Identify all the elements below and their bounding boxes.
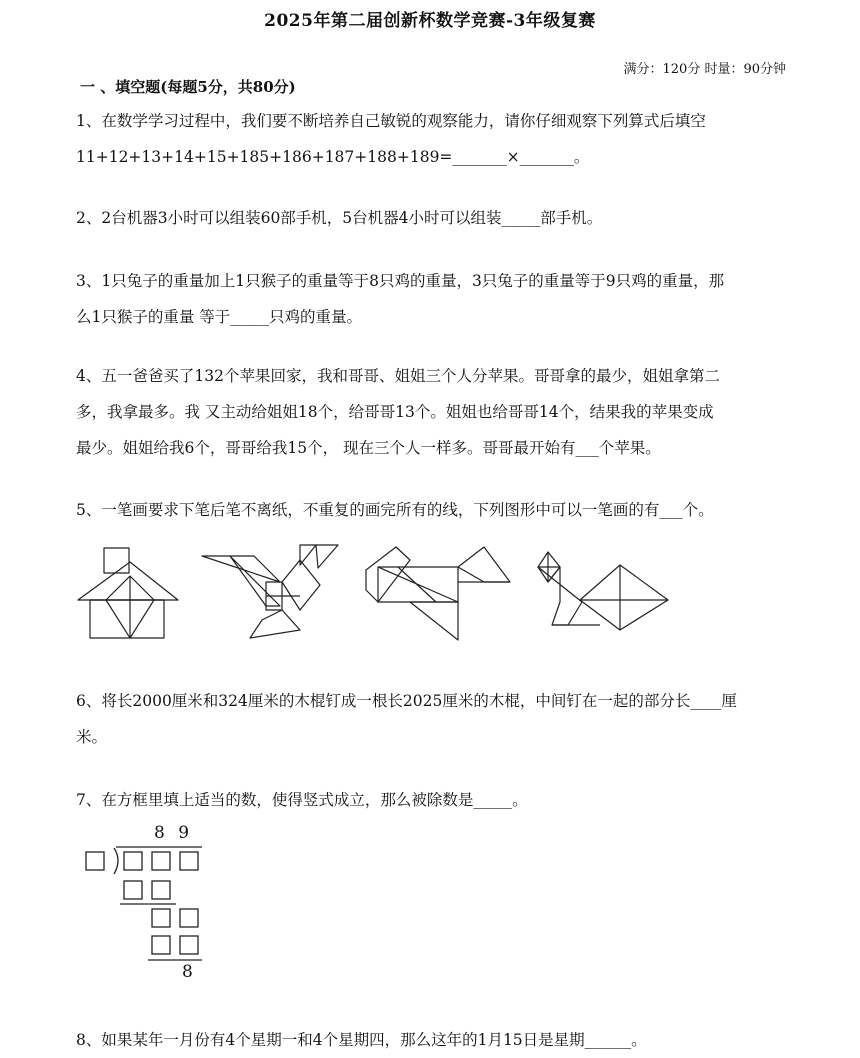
- division-remainder: 8: [182, 962, 197, 982]
- question-6-line-1: 6、将长2000厘米和324厘米的木棍钉成一根长2025厘米的木棍，中间钉在一起的部分长____厘: [76, 692, 737, 710]
- question-3-line-1: 3、1只兔子的重量加上1只猴子的重量等于8只鸡的重量，3只兔子的重量等于9只鸡的重量，那: [76, 272, 725, 290]
- question-5-line-1: 5、一笔画要求下笔后笔不离纸，不重复的画完所有的线，下列图形中可以一笔画的有___个。: [76, 501, 714, 519]
- question-2-line-1: 2、2台机器3小时可以组装60部手机，5台机器4小时可以组装_____部手机。: [76, 209, 603, 227]
- question-7-line-1: 7、在方框里填上适当的数，使得竖式成立，那么被除数是_____。: [76, 791, 528, 809]
- question-8-line-1: 8、如果某年一月份有4个星期一和4个星期四，那么这年的1月15日是星期______。: [76, 1031, 647, 1049]
- divisor-box: [86, 852, 104, 870]
- dividend-box-3: [180, 852, 198, 870]
- question-4-line-3: 最少。姐姐给我6个，哥哥给我15个， 现在三个人一样多。哥哥最开始有___个苹果。: [76, 439, 661, 457]
- question-1-line-2: 11+12+13+14+15+185+186+187+188+189=_______×_______。: [76, 148, 590, 166]
- division-bracket: [114, 848, 118, 874]
- question-6-line-2: 米。: [76, 728, 108, 746]
- score-time-info: 满分：120分 时量：90分钟: [623, 62, 786, 77]
- division-quotient: 8 9: [154, 823, 194, 843]
- question-4-line-1: 4、五一爸爸买了132个苹果回家，我和哥哥、姐姐三个人分苹果。哥哥拿的最少，姐姐拿第二: [76, 367, 720, 385]
- product-1-box-2: [152, 881, 170, 899]
- question-3-line-2: 么1只猴子的重量 等于_____只鸡的重量。: [76, 308, 363, 326]
- partial-box-2: [180, 909, 198, 927]
- dividend-box-2: [152, 852, 170, 870]
- question-8: [76, 1022, 647, 1058]
- question-1-line-1: 1、在数学学习过程中，我们要不断培养自己敏锐的观察能力，请你仔细观察下列算式后填空: [76, 112, 706, 130]
- product-2-box-1: [152, 936, 170, 954]
- partial-box-1: [152, 909, 170, 927]
- product-1-box-1: [124, 881, 142, 899]
- dividend-box-1: [124, 852, 142, 870]
- product-2-box-2: [180, 936, 198, 954]
- section-title: 一 、填空题(每题5分，共80分): [80, 78, 296, 96]
- page-title: 2025年第二届创新杯数学竞赛-3年级复赛: [264, 11, 596, 31]
- question-4-line-2: 多，我拿最多。我 又主动给姐姐18个，给哥哥13个。姐姐也给哥哥14个，结果我的苹果变成: [76, 403, 714, 421]
